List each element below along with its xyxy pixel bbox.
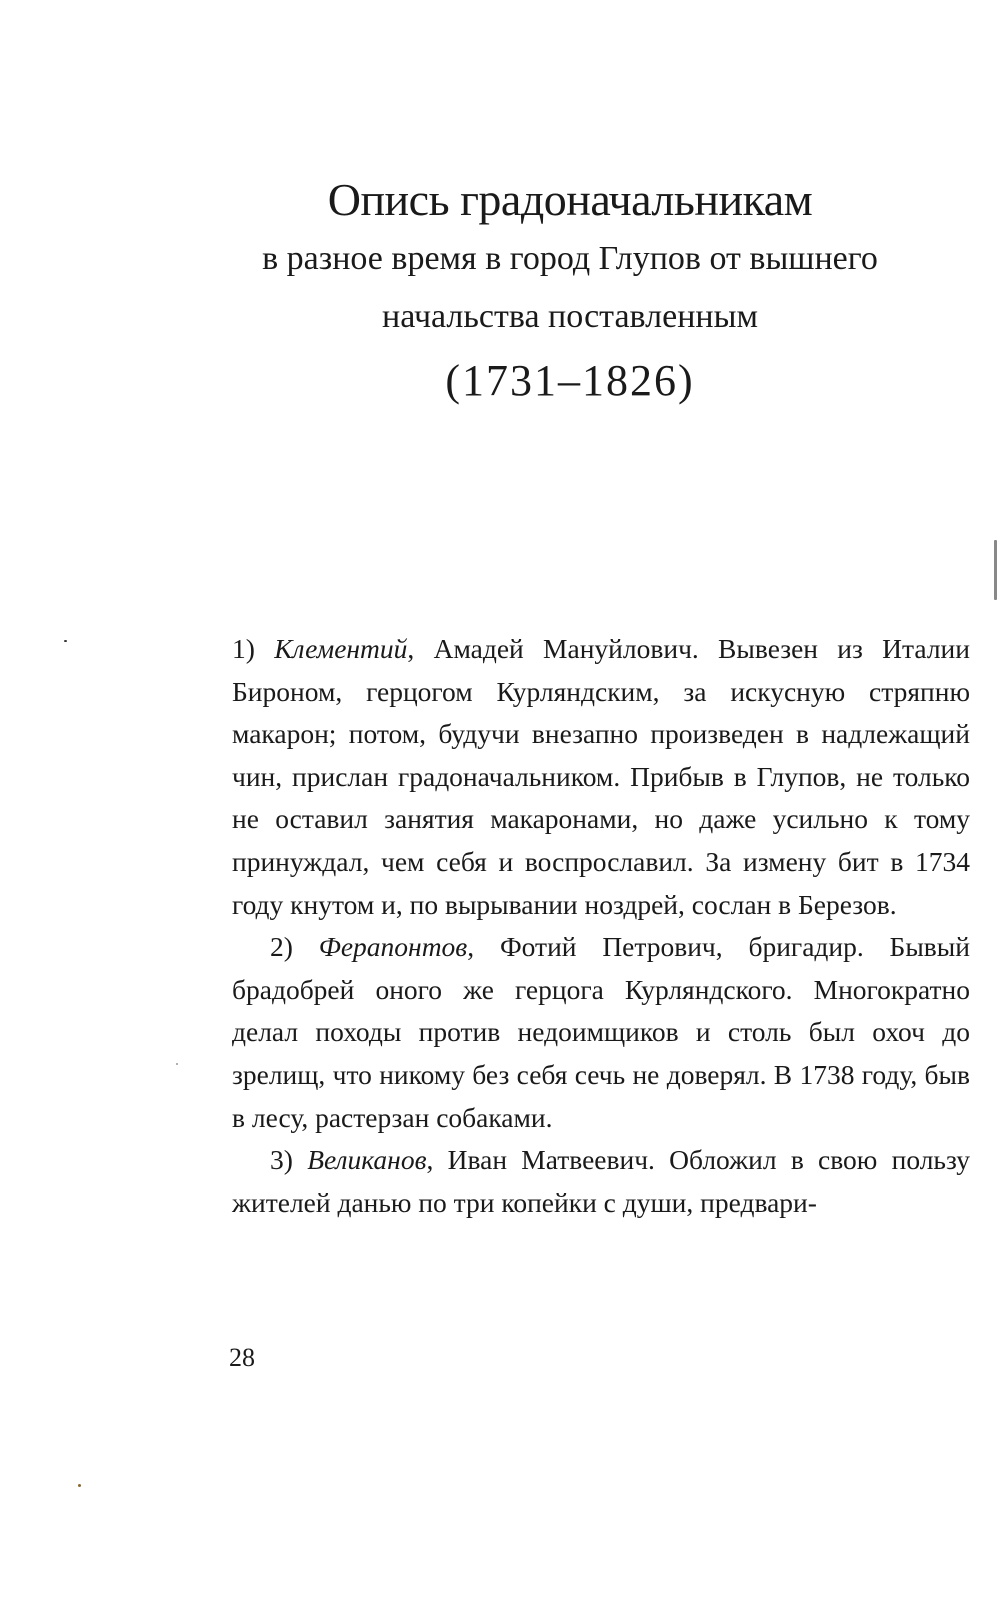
chapter-years: (1731–1826) [445, 356, 695, 405]
entry-number: 2) [270, 931, 293, 963]
entry-number: 3) [270, 1144, 293, 1176]
entry-text: , Амадей Мануйлович. Вывезен из Италии Бироном, герцогом Курляндским, за искусную стряпню макарон; потом, будучи внезапно произведен в надлежащий чин, прислан градоначальником. Прибыв в Глупов, не только не оставил занятия макаронами, но даже усильно к тому принуждал, чем себя и воспрославил. За измену бит в 1734 году кнутом и, по вырывании ноздрей, сослан в Березов. [232, 633, 970, 920]
entry-paragraph [232, 628, 970, 926]
entry-text: , Фотий Петрович, бригадир. Бывый брадобрей оного же герцога Курляндского. Многократно делал походы против недоимщиков и столь был охоч до зрелищ, что никому без себя сечь не доверял. В 1738 году, быв в лесу, растерзан собаками. [232, 931, 970, 1133]
entry-paragraph [232, 926, 970, 1139]
entry-name: Клементий [274, 633, 408, 664]
scan-speck [64, 640, 67, 642]
entry-number: 1) [232, 633, 255, 664]
scan-speck [176, 1063, 178, 1065]
scan-speck [994, 540, 997, 600]
page-number: 28 [229, 1343, 255, 1372]
entry-text: , Иван Матвеевич. Обложил в свою пользу жителей данью по три копейки с души, предвари- [232, 1144, 971, 1218]
entry-name: Ферапонтов [318, 931, 468, 963]
chapter-subtitle-line-2: начальства поставленным [382, 298, 758, 335]
chapter-title: Опись градоначальникам [327, 174, 813, 225]
chapter-subtitle-line-1: в разное время в город Глупов от вышнего [262, 240, 878, 277]
entry-name: Великанов [307, 1144, 427, 1176]
chapter-title-block [180, 170, 960, 414]
scan-speck [78, 1484, 81, 1487]
body-text [232, 628, 970, 1224]
entry-paragraph [232, 1139, 970, 1224]
